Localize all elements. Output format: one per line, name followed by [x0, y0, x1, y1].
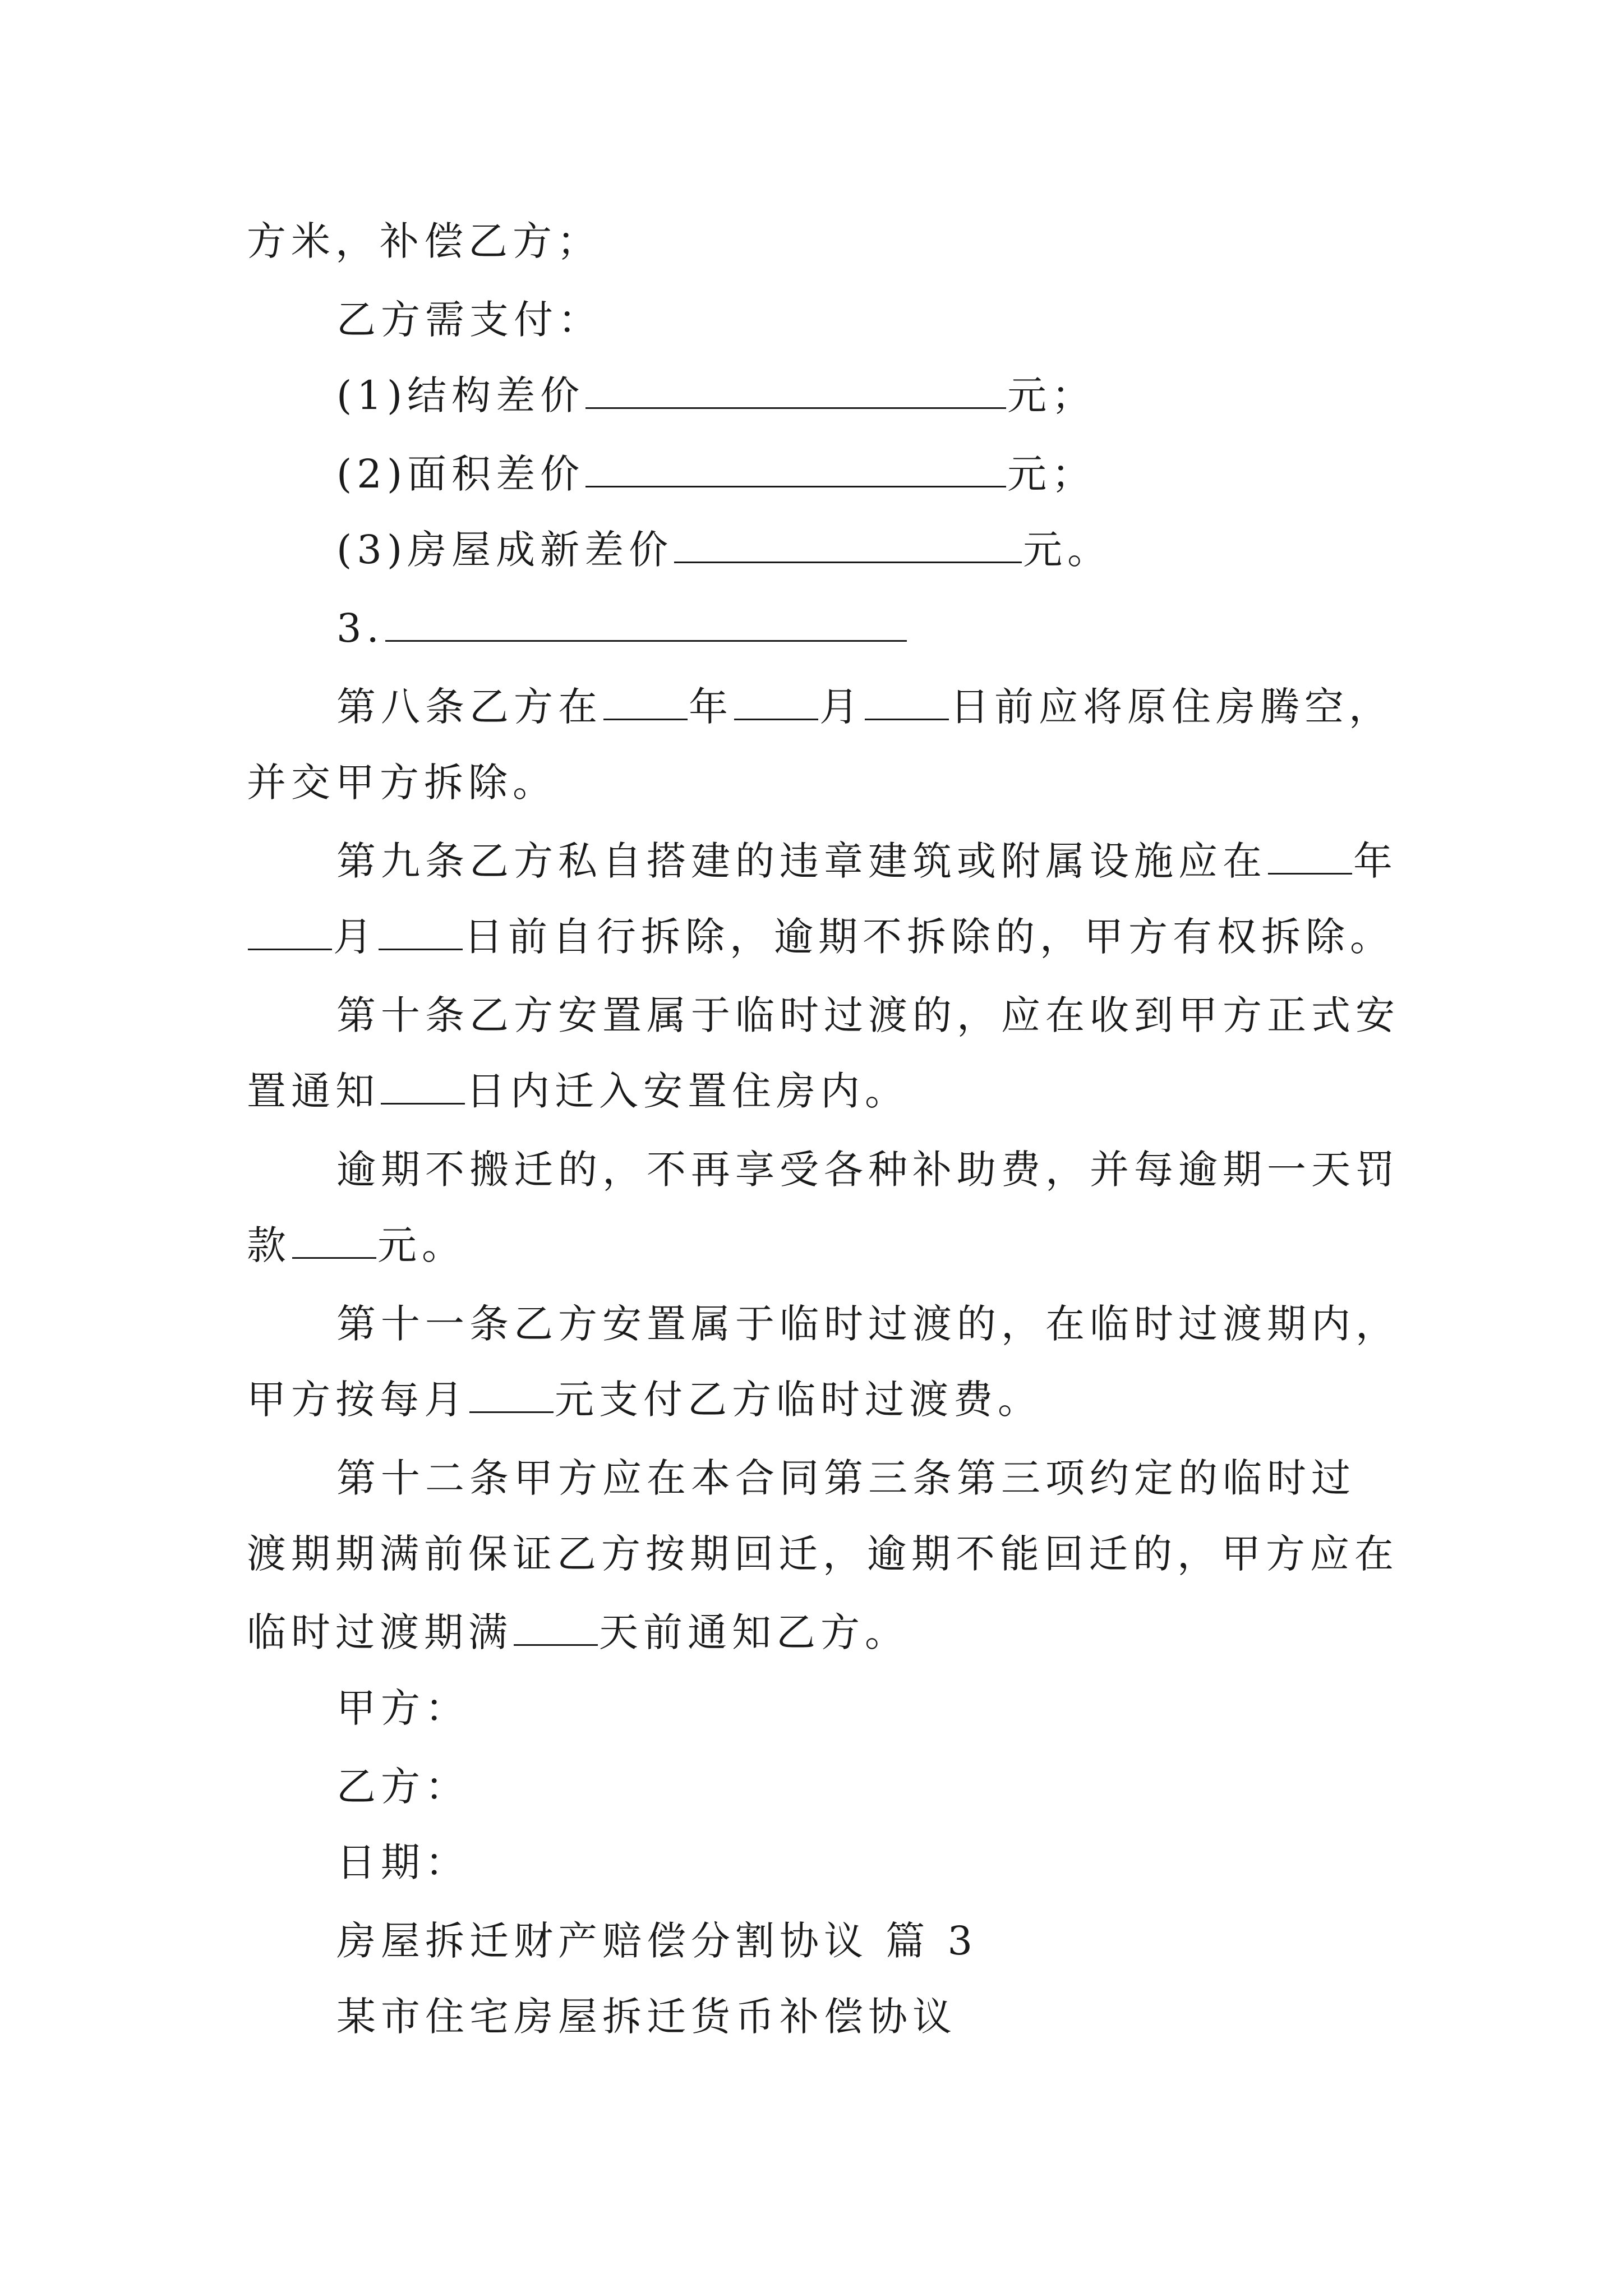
text-line: 置通知 日内迁入安置住房内。 — [247, 1068, 909, 1114]
fill-blank — [585, 376, 1006, 409]
text-line: (1)结构差价 元； — [336, 372, 1096, 418]
fill-blank — [469, 1380, 554, 1413]
text-line: (3)房屋成新差价 元。 — [336, 527, 1112, 573]
date-label: 日期： — [336, 1839, 469, 1885]
fill-blank — [1268, 841, 1352, 875]
fill-blank — [385, 609, 907, 642]
fill-blank — [292, 1226, 376, 1259]
fill-blank — [514, 1613, 598, 1646]
text-line: 方米，补偿乙方； — [247, 218, 601, 264]
fill-blank — [865, 687, 949, 720]
text-line: 第九条乙方私自搭建的违章建筑或附属设施应在 年 — [336, 838, 1398, 884]
section-heading: 房屋拆迁财产赔偿分割协议 篇 3 — [336, 1918, 978, 1964]
fill-blank — [603, 687, 688, 720]
fill-blank — [381, 1071, 465, 1105]
text-line: 临时过渡期满 天前通知乙方。 — [247, 1609, 909, 1655]
fill-blank — [734, 687, 818, 720]
fill-blank — [248, 917, 332, 950]
text-line: 逾期不搬迁的，不再享受各种补助费，并每逾期一天罚 — [336, 1147, 1400, 1193]
fill-blank — [674, 530, 1022, 563]
text-line: 甲方按每月 元支付乙方临时过渡费。 — [247, 1377, 1042, 1423]
text-line: 第十条乙方安置属于临时过渡的，应在收到甲方正式安 — [336, 992, 1400, 1038]
text-line: 渡期期满前保证乙方按期回迁，逾期不能回迁的，甲方应在 — [247, 1531, 1399, 1577]
text-line: 款 元。 — [247, 1222, 466, 1268]
signature-label-party-a: 甲方： — [336, 1685, 469, 1731]
text-line: 3. — [336, 592, 908, 665]
text-line: 第十二条甲方应在本合同第三条第三项约定的临时过 — [336, 1455, 1355, 1501]
fill-blank — [379, 917, 463, 950]
document-title: 某市住宅房屋拆迁货币补偿协议 — [336, 1994, 957, 2040]
fill-blank — [585, 454, 1006, 487]
text-line: 并交甲方拆除。 — [247, 760, 557, 806]
signature-label-party-b: 乙方： — [336, 1764, 469, 1810]
text-line: 第十一条乙方安置属于临时过渡的，在临时过渡期内， — [336, 1301, 1400, 1347]
text-line: 月 日前自行拆除，逾期不拆除的，甲方有权拆除。 — [247, 900, 1394, 973]
text-line: 乙方需支付： — [336, 297, 602, 343]
text-line: 第八条乙方在 年 月 日前应将原住房腾空， — [336, 684, 1393, 730]
text-line: (2)面积差价 元； — [336, 451, 1096, 497]
